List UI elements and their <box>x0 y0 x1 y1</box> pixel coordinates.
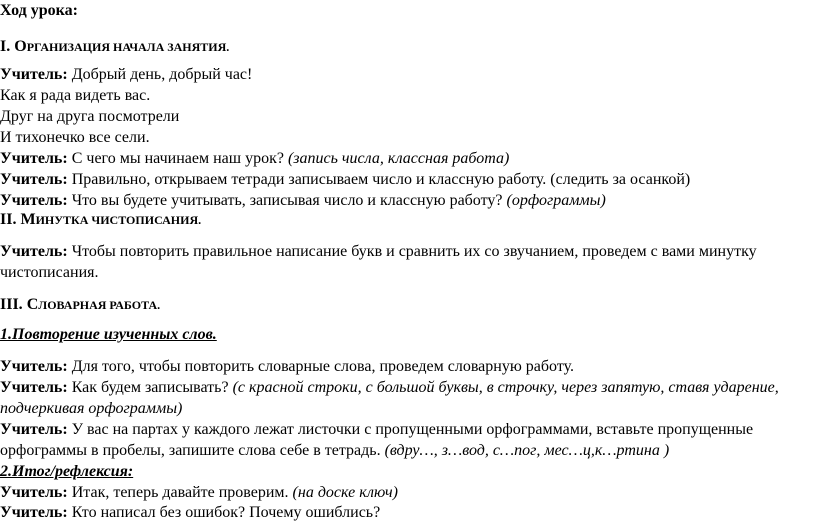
question-who-no-errors <box>0 502 380 523</box>
lesson-heading: Ход урока: <box>0 2 78 19</box>
teacher-label: Учитель: <box>0 379 68 396</box>
teacher-label: Учитель: <box>0 192 68 209</box>
cards-instruction-line-2 <box>0 440 669 461</box>
teacher-label: Учитель: <box>0 484 68 501</box>
check-line <box>0 482 398 503</box>
cards-instruction-line-1 <box>0 419 753 440</box>
paragraph-text: Чтобы повторить правильное написание букв и сравнить их со звучанием, проведем с вами минутку <box>71 243 757 260</box>
question-what-to-consider <box>0 190 606 211</box>
teacher-label: Учитель: <box>0 421 68 438</box>
section-heading-vocabulary <box>0 294 160 316</box>
answer-note: (с красной строки, с большой буквы, в строчку, через запятую, ставя ударение, <box>232 379 779 396</box>
teacher-label: Учитель: <box>0 171 68 188</box>
answer-note: (на доске ключ) <box>292 484 399 501</box>
paragraph-text: орфограммы в пробелы, запишите слова себе в тетрадь. <box>0 442 381 459</box>
instruction-text: Правильно, открываем тетради записываем число и классную работу. (следить за осанкой) <box>71 171 691 188</box>
section-initial: С <box>26 296 39 313</box>
greeting-text: Добрый день, добрый час! <box>71 66 253 83</box>
answer-note: (запись числа, классная работа) <box>287 150 510 167</box>
teacher-label: Учитель: <box>0 243 68 260</box>
paragraph-text: У вас на партах у каждого лежат листочки с пропущенными орфограммами, вставьте пропущенные <box>71 421 754 438</box>
instruction-open-notebooks <box>0 169 690 190</box>
answer-note: (орфограммы) <box>506 192 606 209</box>
section-heading-penmanship <box>0 209 201 231</box>
section-numeral: III. <box>0 296 23 313</box>
section-heading-organization <box>0 36 229 58</box>
teacher-label: Учитель: <box>0 150 68 167</box>
section-title-rest: РГАНИЗАЦИЯ НАЧАЛА ЗАНЯТИЯ. <box>26 40 230 54</box>
section-numeral: I. <box>0 38 11 55</box>
subheading-review-words: 1.Повторение изученных слов. <box>0 326 217 343</box>
section-title-rest: ЛОВАРНАЯ РАБОТА. <box>38 298 161 312</box>
section-numeral: II. <box>0 211 17 228</box>
question-text: С чего мы начинаем наш урок? <box>71 150 284 167</box>
teacher-label: Учитель: <box>0 66 68 83</box>
teacher-label: Учитель: <box>0 358 68 375</box>
question-how-to-write <box>0 377 779 398</box>
penmanship-paragraph-line-2: чистописания. <box>0 264 99 281</box>
section-title-rest: ИНУТКА ЧИСТОПИСАНИЯ. <box>35 213 202 227</box>
answer-note-continued: подчеркивая орфограммы) <box>0 400 183 417</box>
word-list-note: (вдру…, з…вод, с…пог, мес…ц,к…ртина ) <box>384 442 670 459</box>
greeting-line-1 <box>0 64 252 85</box>
question-text: Кто написал без ошибок? Почему ошиблись? <box>71 504 381 521</box>
greeting-line-4: И тихонечко все сели. <box>0 129 150 146</box>
teacher-label: Учитель: <box>0 504 68 521</box>
subheading-summary-reflection: 2.Итог/рефлексия: <box>0 463 134 480</box>
section-initial: О <box>14 38 27 55</box>
greeting-line-2: Как я рада видеть вас. <box>0 87 151 104</box>
question-lesson-start <box>0 148 509 169</box>
paragraph-text: Итак, теперь давайте проверим. <box>71 484 289 501</box>
question-text: Что вы будете учитывать, записывая число и классную работу? <box>71 192 503 209</box>
vocabulary-intro <box>0 356 574 377</box>
paragraph-text: Для того, чтобы повторить словарные слова, проведем словарную работу. <box>71 358 575 375</box>
penmanship-paragraph-line-1 <box>0 241 757 262</box>
section-initial: М <box>20 211 36 228</box>
greeting-line-3: Друг на друга посмотрели <box>0 108 180 125</box>
question-text: Как будем записывать? <box>71 379 229 396</box>
